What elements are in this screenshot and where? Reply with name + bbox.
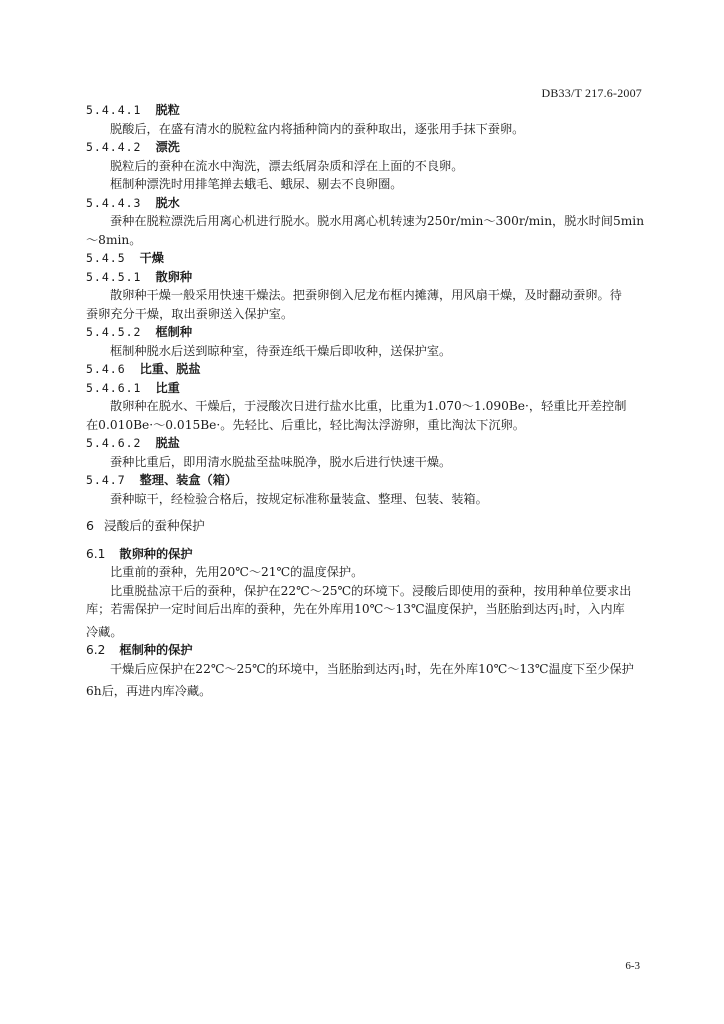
heading-5-4-6-1 [86,379,646,398]
text-run: 库；若需保护一定时间后出库的蚕种，先在外库用10℃～13℃温度保护，当胚胎到达丙 [86,602,559,616]
heading-number: 5.4.4.1 [86,103,142,117]
paragraph: 脱酸后，在盛有清水的脱粒盆内将插种筒内的蚕种取出，逐张用手抹下蚕卵。 [110,121,525,136]
heading-5-4-5-1 [86,268,646,287]
section-number: 6 [86,518,95,533]
paragraph: 蚕种晾干，经检验合格后，按规定标准称量装盒、整理、包装、装箱。 [110,491,488,506]
heading-6-2 [86,641,646,660]
document-code: DB33/T 217.6-2007 [541,86,642,100]
paragraph-line: 6h后，再进内库冷藏。 [86,684,212,698]
paragraph: 蚕种比重后，即用清水脱盐至盐味脱净，脱水后进行快速干燥。 [110,454,452,469]
heading-title: 比重 [155,380,180,395]
heading-number: 6.2 [86,643,106,657]
heading-number: 5.4.6 [86,362,126,376]
heading-number: 5.4.5 [86,251,126,265]
section-title: 浸酸后的蚕种保护 [104,518,205,533]
heading-number: 5.4.5.2 [86,325,142,339]
heading-5-4-6-2 [86,434,646,453]
heading-number: 5.4.6.1 [86,380,142,395]
heading-number: 5.4.4.2 [86,140,142,154]
text-run: 干燥后应保护在22℃～25℃的环境中，当胚胎到达丙 [110,661,400,676]
heading-title: 散卵种 [155,269,193,284]
heading-title: 框制种 [155,325,193,339]
heading-number: 5.4.7 [86,473,126,487]
heading-5-4-4-2 [86,138,646,157]
heading-title: 漂洗 [155,140,180,154]
paragraph: 比重前的蚕种，先用20℃～21℃的温度保护。 [110,565,364,579]
heading-5-4-7 [86,471,646,490]
heading-6-1 [86,545,646,564]
heading-title: 框制种的保护 [119,643,193,657]
text-run: 时，先在外库10℃～13℃温度下至少保护 [404,661,634,676]
heading-title: 干燥 [139,251,164,265]
heading-title: 整理、装盒（箱） [139,473,238,487]
paragraph-line: 散卵种在脱水、干燥后，于浸酸次日进行盐水比重，比重为1.070～1.090Be·，轻重比开差控制 [110,399,627,413]
paragraph-line: ～8min。 [86,232,142,247]
heading-title: 比重、脱盐 [139,362,201,376]
paragraph-line: 散卵种干燥一般采用快速干燥法。把蚕卵倒入尼龙布框内摊薄，用风扇干燥，及时翻动蚕卵。待 [110,288,622,302]
paragraph-line: 比重脱盐凉干后的蚕种，保护在22℃～25℃的环境下。浸酸后即使用的蚕种，按用种单位要求出 [110,583,632,598]
heading-title: 脱盐 [155,436,180,450]
section-heading-6 [86,517,646,536]
paragraph-line: 蚕种在脱粒漂洗后用离心机进行脱水。脱水用离心机转速为250r/min～300r/min，脱水时间5min [110,214,645,228]
heading-5-4-4-3 [86,194,646,213]
heading-number: 5.4.4.3 [86,195,142,210]
heading-title: 脱粒 [155,103,180,117]
paragraph: 框制种脱水后送到晾种室，待蚕连纸干燥后即收种，送保护室。 [110,343,452,358]
heading-5-4-5-2 [86,323,646,342]
document-body [86,101,646,701]
heading-number: 5.4.5.1 [86,269,142,284]
paragraph: 脱粒后的蚕种在流水中淘洗，漂去纸屑杂质和浮在上面的不良卵。 [110,158,464,173]
heading-title: 散卵种的保护 [119,546,193,561]
text-run: 时，入内库 [563,602,625,616]
paragraph-line: 蚕卵充分干燥，取出蚕卵送入保护室。 [86,306,294,321]
paragraph: 框制种漂洗时用排笔掸去蛾毛、蛾尿、剔去不良卵圈。 [110,177,403,191]
heading-number: 5.4.6.2 [86,436,142,450]
paragraph-line: 冷藏。 [86,624,123,639]
heading-number: 6.1 [86,546,106,561]
heading-5-4-5 [86,249,646,268]
heading-title: 脱水 [155,195,180,210]
paragraph-line [86,660,646,683]
heading-5-4-4-1 [86,101,646,120]
paragraph-line: 在0.010Be·～0.015Be·。先轻比、后重比，轻比淘汰浮游卵，重比淘汰下沉卵。 [86,417,525,432]
page-number: 6-3 [625,960,640,972]
subscript: 1 [399,667,405,677]
heading-5-4-6 [86,360,646,379]
paragraph-line [86,600,646,623]
subscript: 1 [558,608,564,617]
